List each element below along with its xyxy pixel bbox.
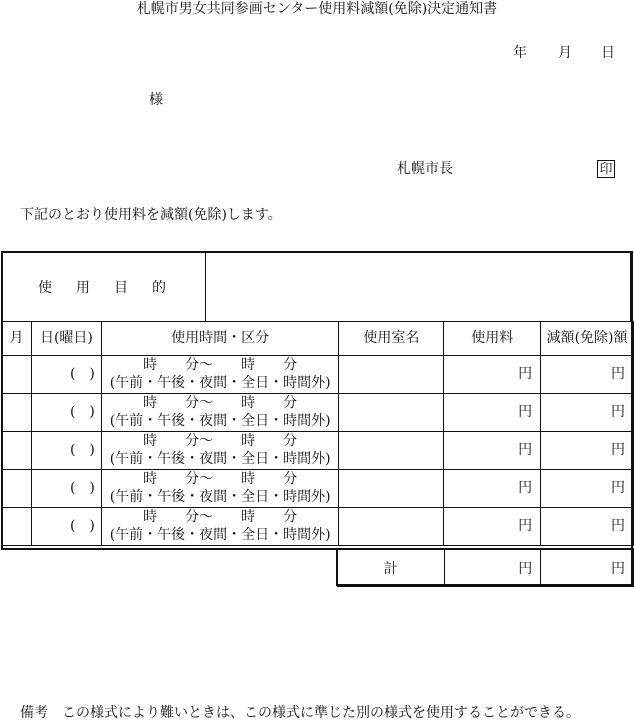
row-time bbox=[101, 508, 339, 546]
date-year: 年 bbox=[513, 45, 527, 61]
row-time-category: (午前・午後・夜間・全日・時間外) bbox=[109, 526, 331, 543]
total-table bbox=[337, 548, 634, 587]
header-time: 使用時間・区分 bbox=[101, 322, 339, 356]
row-date-text: ( ) bbox=[69, 403, 95, 420]
table-row bbox=[2, 394, 634, 432]
row-time-range: 時 分～ 時 分 bbox=[143, 471, 298, 487]
addressee-suffix: 様 bbox=[149, 92, 163, 108]
table-row bbox=[2, 432, 634, 470]
row-time-category: (午前・午後・夜間・全日・時間外) bbox=[109, 450, 331, 467]
row-time-range: 時 分～ 時 分 bbox=[143, 357, 298, 373]
total-label: 計 bbox=[338, 549, 445, 587]
row-date bbox=[31, 394, 101, 432]
row-time-range: 時 分～ 時 分 bbox=[143, 395, 298, 411]
row-fee: 円 bbox=[444, 356, 541, 394]
row-discount: 円 bbox=[541, 394, 634, 432]
row-fee: 円 bbox=[444, 508, 541, 546]
header-fee: 使用料 bbox=[444, 322, 541, 356]
header-date: 日(曜日) bbox=[31, 322, 101, 356]
usage-table bbox=[1, 321, 634, 546]
row-fee: 円 bbox=[444, 432, 541, 470]
total-fee: 円 bbox=[444, 549, 541, 587]
row-discount: 円 bbox=[541, 470, 634, 508]
row-room bbox=[339, 356, 444, 394]
row-time bbox=[101, 470, 339, 508]
purpose-label: 使用目的 bbox=[3, 253, 206, 321]
row-discount: 円 bbox=[541, 432, 634, 470]
row-room bbox=[339, 470, 444, 508]
header-discount: 減額(免除)額 bbox=[541, 322, 634, 356]
row-room bbox=[339, 394, 444, 432]
row-date-text: ( ) bbox=[69, 517, 95, 534]
seal-mark: 印 bbox=[597, 160, 615, 178]
remark-text: 備考 この様式により難いときは、この様式に準じた別の様式を使用することができる。 bbox=[20, 705, 580, 721]
row-time bbox=[101, 432, 339, 470]
date-month: 月 bbox=[558, 45, 572, 61]
table-row bbox=[2, 508, 634, 546]
header-month: 月 bbox=[2, 322, 32, 356]
row-date bbox=[31, 432, 101, 470]
row-discount: 円 bbox=[541, 508, 634, 546]
row-room bbox=[339, 508, 444, 546]
row-time-category: (午前・午後・夜間・全日・時間外) bbox=[109, 412, 331, 429]
row-time-range: 時 分～ 時 分 bbox=[143, 433, 298, 449]
table-row bbox=[2, 470, 634, 508]
row-date bbox=[31, 470, 101, 508]
row-month bbox=[2, 432, 32, 470]
row-date-text: ( ) bbox=[69, 479, 95, 496]
table-header-row bbox=[2, 322, 634, 356]
total-row bbox=[338, 549, 634, 587]
row-date bbox=[31, 356, 101, 394]
row-discount: 円 bbox=[541, 356, 634, 394]
row-month bbox=[2, 356, 32, 394]
row-time-category: (午前・午後・夜間・全日・時間外) bbox=[109, 488, 331, 505]
row-fee: 円 bbox=[444, 470, 541, 508]
row-date bbox=[31, 508, 101, 546]
date-day: 日 bbox=[601, 45, 615, 61]
purpose-section bbox=[1, 251, 632, 321]
notice-text: 下記のとおり使用料を減額(免除)します。 bbox=[20, 207, 282, 223]
table-row bbox=[2, 356, 634, 394]
row-fee: 円 bbox=[444, 394, 541, 432]
row-month bbox=[2, 394, 32, 432]
purpose-value bbox=[207, 253, 630, 321]
issuer-name: 札幌市長 bbox=[397, 161, 453, 177]
row-month bbox=[2, 470, 32, 508]
row-time-category: (午前・午後・夜間・全日・時間外) bbox=[109, 374, 331, 391]
total-discount: 円 bbox=[541, 549, 634, 587]
row-time bbox=[101, 356, 339, 394]
row-room bbox=[339, 432, 444, 470]
document-title: 札幌市男女共同参画センター使用料減額(免除)決定通知書 bbox=[136, 1, 498, 17]
row-date-text: ( ) bbox=[69, 365, 95, 382]
header-room: 使用室名 bbox=[339, 322, 444, 356]
row-month bbox=[2, 508, 32, 546]
row-time bbox=[101, 394, 339, 432]
row-date-text: ( ) bbox=[69, 441, 95, 458]
row-time-range: 時 分～ 時 分 bbox=[143, 509, 298, 525]
